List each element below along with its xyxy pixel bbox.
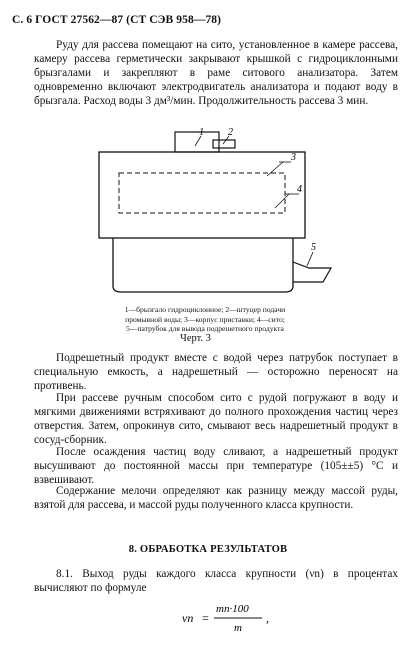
caption-line: промывной воды; 3—корпус приставки; 4—сито; [125, 314, 285, 324]
paragraph-fines-content: Содержание мелочи определяют как разницу между массой руды, взятой для рассева, и массой руды полученного класса крупности. [34, 485, 398, 511]
paragraph-sieving-procedure: Руду для рассева помещают на сито, установленное в камере рассева, камеру рассева герметически закрывают крышкой с гидроциклонными брызгалами и закрепляют в раме ситового анализатора. Затем одновременно включают электродвигатель анализатора и подают воду в брызгала. Расход воды 3 дм³/мин. Продолжительность рассева 3 мин. [34, 39, 398, 107]
formula-denominator: m [234, 622, 242, 634]
yield-formula [180, 598, 300, 638]
caption-line: 5—патрубок для вывода подрешетного продукта [126, 324, 284, 334]
section-heading: 8. ОБРАБОТКА РЕЗУЛЬТАТОВ [128, 544, 288, 555]
page-header: С. 6 ГОСТ 27562—87 (СТ СЭВ 958—78) [12, 14, 222, 26]
outlet-pipe [293, 262, 331, 282]
figure-label-3: 3 [291, 152, 296, 163]
paragraph-undersize-product: Подрешетный продукт вместе с водой через патрубок поступает в специальную емкость, а надрешетный — осторожно переносят на противень. [34, 352, 398, 392]
formula-equals: = [202, 611, 209, 625]
figure-label-2: 2 [228, 128, 233, 138]
paragraph-yield-formula-intro: 8.1. Выход руды каждого класса крупности (νn) в процентах вычисляют по формуле [34, 568, 398, 594]
apparatus-diagram [95, 128, 335, 300]
figure-label-4: 4 [297, 184, 302, 195]
formula-tail: , [266, 611, 269, 625]
lower-chamber [113, 238, 293, 292]
paragraph-drying: После осаждения частиц воду сливают, а надрешетный продукт высушивают до постоянной массы при температуре (105±±5) °С и взвешивают. [34, 446, 398, 486]
figure-label-5: 5 [311, 242, 316, 253]
formula-numerator: mn·100 [216, 603, 249, 615]
sieve [119, 173, 285, 213]
water-inlet-fitting [213, 140, 235, 148]
figure-caption [60, 305, 350, 334]
formula-lhs: νn [182, 611, 194, 625]
figure-label-1: 1 [199, 128, 204, 138]
caption-line: 1—брызгало гидроциклонное; 2—штуцер подачи [124, 305, 286, 314]
housing [99, 152, 305, 238]
figure-number: Черт. 3 [180, 333, 211, 344]
paragraph-manual-sieving: При рассеве ручным способом сито с рудой погружают в воду и мягкими движениями встряхивают до полного прохождения частиц через отверстия. Затем, опрокинув сито, смывают весь надрешетный продукт в сосуд-сборник. [34, 392, 398, 446]
